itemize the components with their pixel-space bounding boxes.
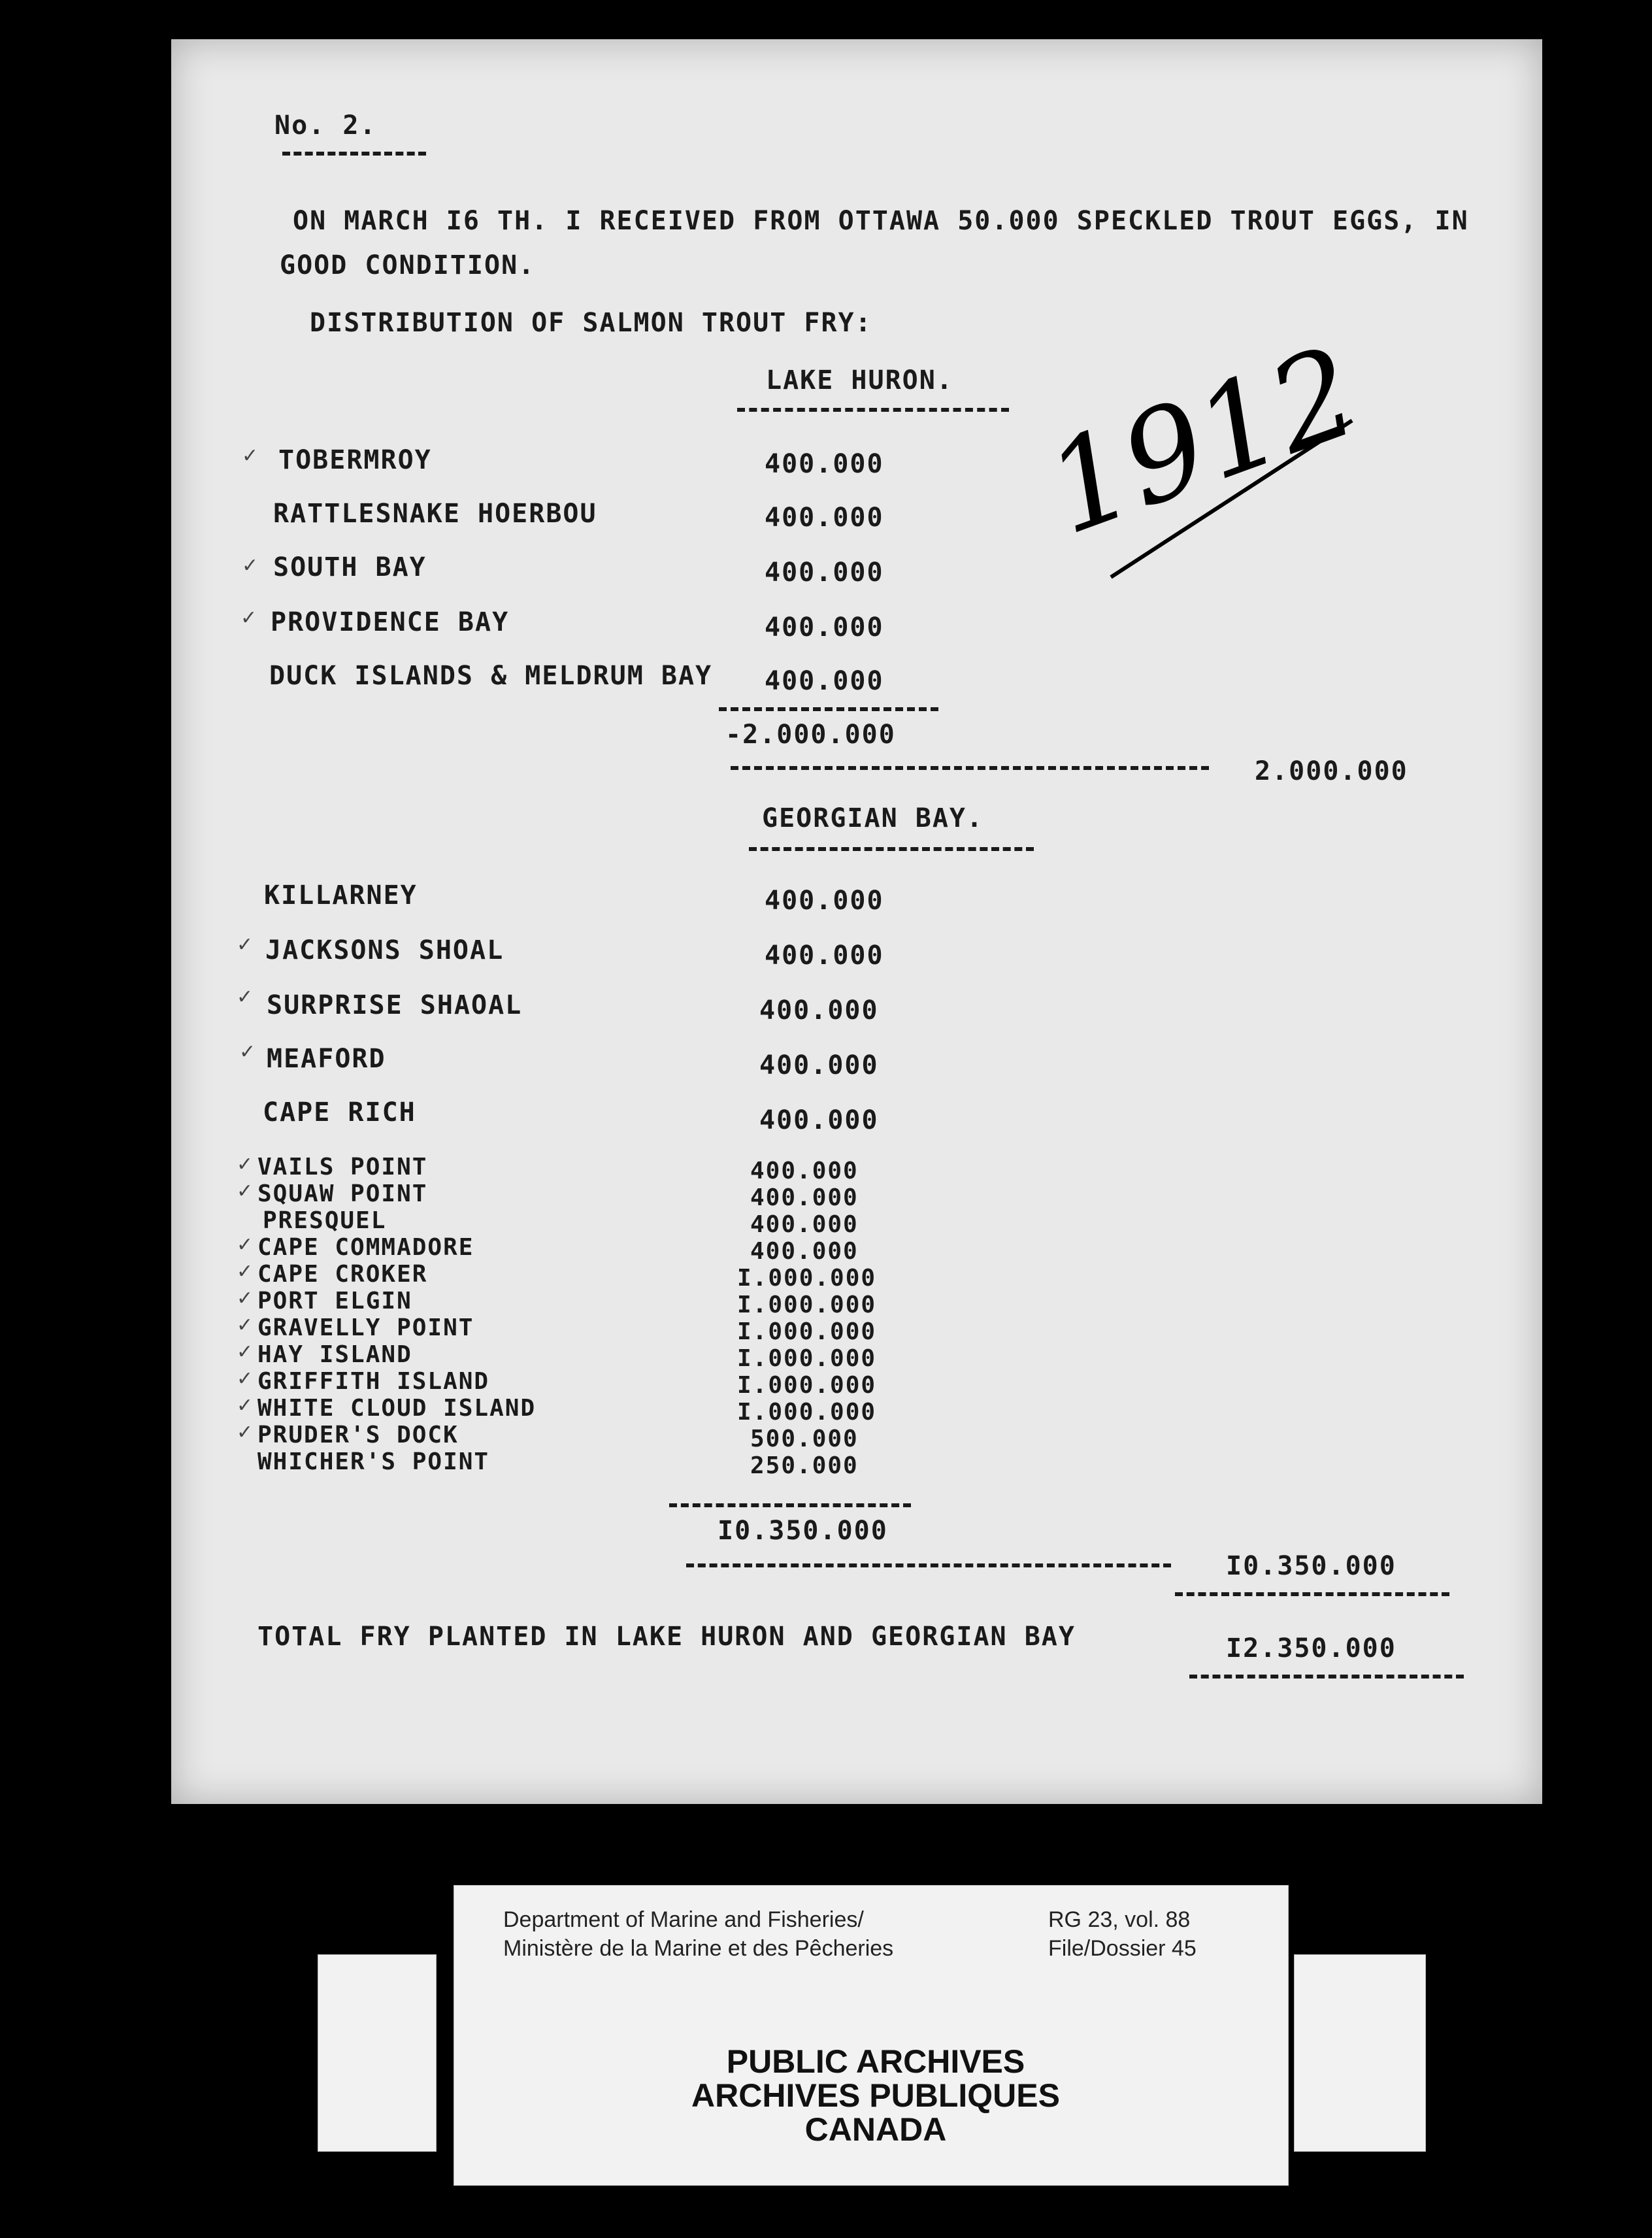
list-item-place: WHITE CLOUD ISLAND (257, 1395, 537, 1422)
list-item-place: CAPE CROKER (257, 1261, 428, 1288)
list-item-count: I.000.000 (737, 1318, 877, 1345)
list-item-place: RATTLESNAKE HOERBOU (273, 499, 597, 529)
check-mark: ✓ (237, 1180, 254, 1203)
list-item-count: I.000.000 (737, 1265, 877, 1292)
public-archives-line-2: ARCHIVES PUBLIQUES (691, 2077, 1060, 2114)
georgian-bay-heading-underline (749, 847, 1034, 851)
list-item-place: GRIFFITH ISLAND (257, 1368, 490, 1395)
list-item-count: I.000.000 (737, 1345, 877, 1372)
check-mark: ✓ (237, 986, 254, 1009)
list-item-count: 400.000 (750, 1238, 859, 1265)
list-item-place: PROVIDENCE BAY (271, 607, 510, 637)
georgian-bay-total-underline (1175, 1592, 1449, 1596)
list-item-place: JACKSONS SHOAL (265, 935, 504, 965)
intro-line-2: GOOD CONDITION. (280, 250, 536, 280)
list-item-count: 400.000 (765, 558, 884, 588)
list-item-place: HAY ISLAND (257, 1341, 412, 1368)
check-mark: ✓ (239, 1041, 256, 1063)
list-item-count: 400.000 (759, 1105, 879, 1135)
list-item-place: TOBERMROY (278, 445, 432, 475)
list-item-count: 400.000 (765, 941, 884, 971)
lake-huron-subtotal: -2.000.000 (725, 720, 896, 750)
page-number: No. 2. (274, 110, 377, 141)
public-archives-line-3: CANADA (804, 2111, 947, 2148)
georgian-bay-total: I0.350.000 (1226, 1551, 1396, 1581)
archive-card-right (1294, 1954, 1426, 2152)
grand-total-value: I2.350.000 (1226, 1633, 1396, 1663)
handwritten-year: 1912 (1029, 318, 1376, 563)
header-underline (282, 152, 426, 156)
georgian-bay-carry-line (686, 1563, 1171, 1567)
list-item-count: 400.000 (750, 1184, 859, 1211)
list-item-place: CAPE RICH (263, 1097, 416, 1127)
reference-line-1: RG 23, vol. 88 (1048, 1907, 1191, 1932)
list-item-count: 400.000 (765, 886, 884, 916)
lake-huron-heading: LAKE HURON. (766, 365, 953, 395)
department-line-2: Ministère de la Marine et des Pêcheries (503, 1936, 894, 1961)
archive-card-left (318, 1954, 437, 2152)
check-mark: ✓ (237, 1260, 254, 1283)
list-item-count: 400.000 (765, 449, 884, 479)
check-mark: ✓ (237, 1287, 254, 1310)
lake-huron-heading-underline (737, 408, 1009, 412)
check-mark: ✓ (237, 1233, 254, 1256)
list-item-count: 400.000 (750, 1211, 859, 1238)
list-item-place: SQUAW POINT (257, 1180, 428, 1207)
list-item-place: VAILS POINT (257, 1154, 428, 1180)
grand-total-underline (1189, 1675, 1464, 1678)
list-item-place: GRAVELLY POINT (257, 1314, 474, 1341)
intro-line-1: ON MARCH I6 TH. I RECEIVED FROM OTTAWA 50.000 SPECKLED TROUT EGGS, IN (293, 206, 1469, 236)
list-item-count: I.000.000 (737, 1372, 877, 1399)
check-mark: ✓ (237, 1341, 254, 1363)
lake-huron-total: 2.000.000 (1255, 756, 1408, 786)
check-mark: ✓ (237, 1394, 254, 1417)
georgian-bay-sum-line (669, 1503, 911, 1507)
lake-huron-carry-line (731, 766, 1209, 770)
list-item-place: PORT ELGIN (257, 1288, 412, 1314)
grand-total-label: TOTAL FRY PLANTED IN LAKE HURON AND GEORGIAN BAY (257, 1622, 1076, 1652)
list-item-place: KILLARNEY (264, 880, 418, 910)
list-item-count: 400.000 (759, 1050, 879, 1080)
check-mark: ✓ (242, 554, 259, 577)
reference-line-2: File/Dossier 45 (1048, 1936, 1197, 1961)
list-item-count: I.000.000 (737, 1292, 877, 1318)
list-item-place: SOUTH BAY (273, 552, 427, 582)
public-archives-line-1: PUBLIC ARCHIVES (726, 2043, 1025, 2080)
intro-line-3: DISTRIBUTION OF SALMON TROUT FRY: (310, 308, 872, 338)
list-item-count: 400.000 (750, 1158, 859, 1184)
list-item-place: DUCK ISLANDS & MELDRUM BAY (269, 661, 713, 691)
check-mark: ✓ (237, 1153, 254, 1176)
list-item-place: SURPRISE SHAOAL (267, 990, 523, 1020)
list-item-place: CAPE COMMADORE (257, 1234, 474, 1261)
check-mark: ✓ (237, 933, 254, 956)
georgian-bay-subtotal: I0.350.000 (718, 1516, 888, 1546)
list-item-count: 400.000 (759, 995, 879, 1026)
list-item-count: 250.000 (750, 1452, 859, 1479)
list-item-count: 500.000 (750, 1426, 859, 1452)
check-mark: ✓ (237, 1314, 254, 1337)
list-item-count: 400.000 (765, 503, 884, 533)
list-item-place: PRUDER'S DOCK (257, 1422, 459, 1448)
list-item-place: PRESQUEL (263, 1207, 387, 1234)
check-mark: ✓ (240, 607, 257, 629)
check-mark: ✓ (242, 444, 259, 467)
list-item-place: MEAFORD (267, 1044, 386, 1074)
list-item-count: I.000.000 (737, 1399, 877, 1426)
department-line-1: Department of Marine and Fisheries/ (503, 1907, 864, 1932)
list-item-count: 400.000 (765, 612, 884, 643)
list-item-count: 400.000 (765, 666, 884, 696)
lake-huron-sum-line (719, 707, 938, 711)
check-mark: ✓ (237, 1367, 254, 1390)
list-item-place: WHICHER'S POINT (257, 1448, 490, 1475)
georgian-bay-heading: GEORGIAN BAY. (762, 803, 984, 833)
check-mark: ✓ (237, 1421, 254, 1444)
